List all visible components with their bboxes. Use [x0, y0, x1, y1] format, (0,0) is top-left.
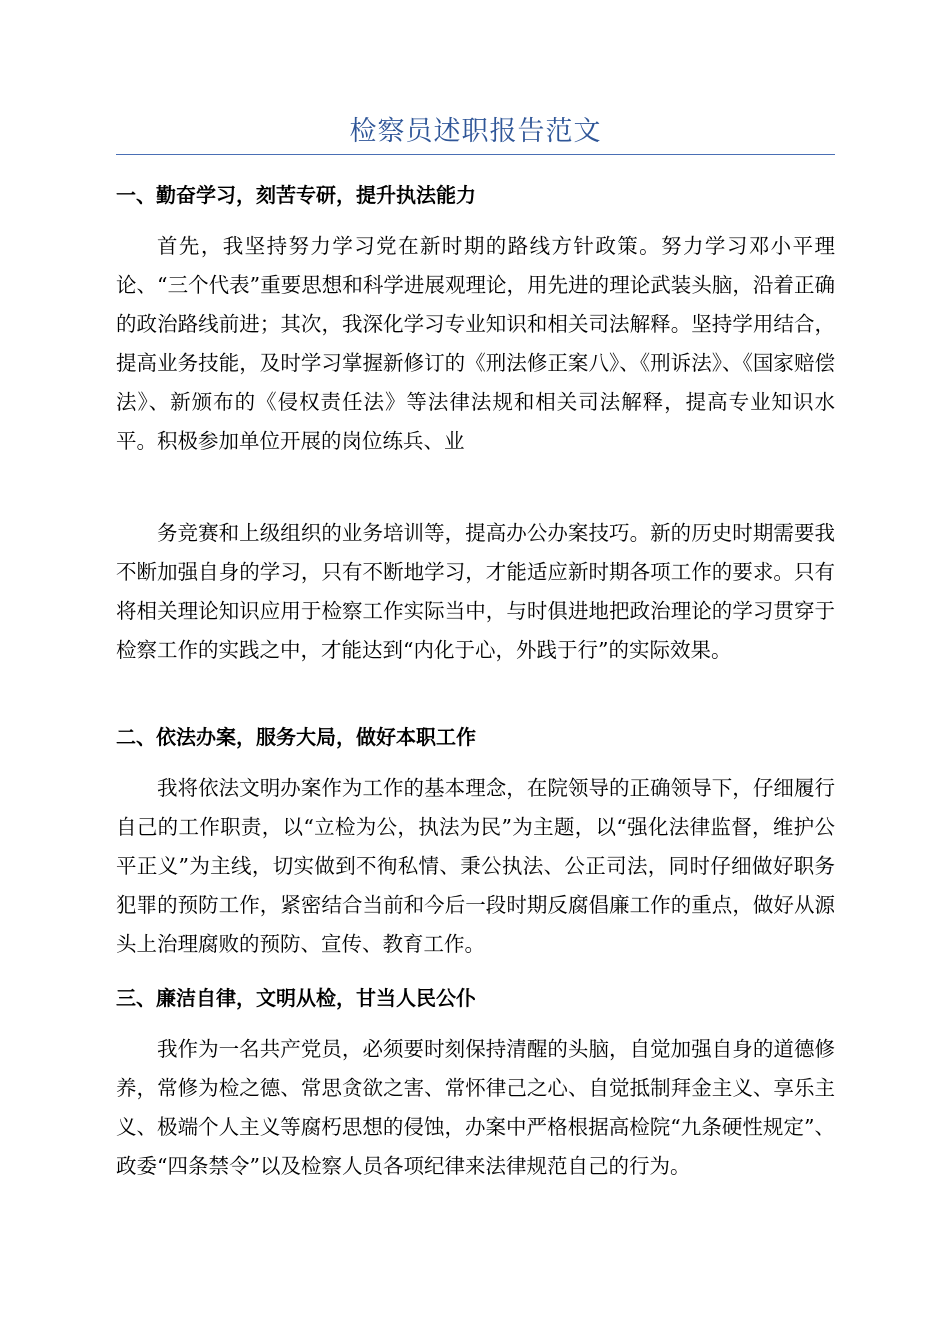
document-title: 检察员述职报告范文 [349, 116, 602, 147]
section-3-paragraph-1: 我作为一名共产党员，必须要时刻保持清醒的头脑，自觉加强自身的道德修养，常修为检之德、常思贪欲之害、常怀律己之心、自觉抵制拜金主义、享乐主义、极端个人主义等腐朽思想的侵蚀，办案中严格根据高检院“九条硬性规定”、政委“四条禁令”以及检察人员各项纪律来法律规范自己的行为。 [116, 1037, 835, 1178]
section-heading-1: 一、勤奋学习，刻苦专研，提升执法能力 [116, 183, 476, 207]
section-1-paragraph-2: 务竞赛和上级组织的业务培训等，提高办公办案技巧。新的历史时期需要我不断加强自身的学习，只有不断地学习，才能适应新时期各项工作的要求。只有将相关理论知识应用于检察工作实际当中，与时俱进地把政治理论的学习贯穿于检察工作的实践之中，才能达到“内化于心，外践于行”的实际效果。 [116, 521, 835, 662]
section-heading-2: 二、依法办案，服务大局，做好本职工作 [116, 725, 476, 749]
section-heading-3: 三、廉洁自律，文明从检，甘当人民公仆 [116, 986, 476, 1010]
section-2-paragraph-1: 我将依法文明办案作为工作的基本理念，在院领导的正确领导下，仔细履行自己的工作职责，以“立检为公，执法为民”为主题，以“强化法律监督，维护公平正义”为主线，切实做到不徇私情、秉公执法、公正司法，同时仔细做好职务犯罪的预防工作，紧密结合当前和今后一段时期反腐倡廉工作的重点，做好从源头上治理腐败的预防、宣传、教育工作。 [116, 776, 835, 956]
section-1-paragraph-1: 首先，我坚持努力学习党在新时期的路线方针政策。努力学习邓小平理论、“三个代表”重要思想和科学进展观理论，用先进的理论武装头脑，沿着正确的政治路线前进；其次，我深化学习专业知识和相关司法解释。坚持学用结合，提高业务技能，及时学习掌握新修订的《刑法修正案八》、《刑诉法》、《国家赔偿法》、新颁布的《侵权责任法》等法律法规和相关司法解释，提高专业知识水平。积极参加单位开展的岗位练兵、业 [116, 234, 835, 453]
title-underline [116, 154, 835, 155]
